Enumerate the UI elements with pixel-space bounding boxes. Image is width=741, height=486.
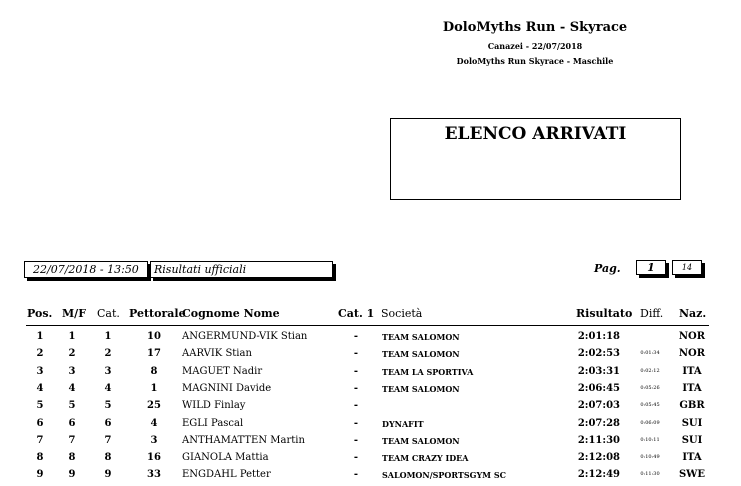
- cell-mf: 5: [68, 400, 76, 412]
- cell-cat: 2: [104, 348, 112, 360]
- cell-nat: SUI: [681, 434, 703, 446]
- col-header-name: Cognome Nome: [182, 307, 280, 320]
- cell-pos: 4: [36, 382, 44, 394]
- status-box: Risultati ufficiali: [150, 261, 333, 278]
- header-divider: [26, 325, 709, 326]
- cell-diff: 0:10:11: [640, 436, 660, 443]
- cell-nat: NOR: [678, 331, 706, 342]
- cell-team: SALOMON/SPORTSGYM SC: [382, 470, 506, 481]
- cell-time: 2:11:30: [577, 434, 620, 446]
- cell-time: 2:12:49: [577, 469, 620, 481]
- table-row: [0, 452, 741, 469]
- col-header-team: Società: [381, 307, 423, 320]
- page-total: 14: [672, 260, 702, 275]
- cell-cat: 4: [104, 382, 112, 394]
- cell-cat1: -: [353, 417, 359, 429]
- table-row: [0, 366, 741, 383]
- cell-cat1: -: [353, 331, 359, 342]
- cell-nat: ITA: [682, 452, 702, 464]
- col-header-time: Risultato: [576, 307, 633, 320]
- cell-bib: 3: [150, 434, 158, 446]
- page-label: Pag.: [594, 262, 621, 275]
- cell-nat: ITA: [682, 382, 702, 394]
- cell-nat: ITA: [682, 365, 702, 377]
- cell-cat1: -: [353, 348, 359, 360]
- cell-name: MAGUET Nadir: [182, 365, 263, 377]
- cell-team: TEAM SALOMON: [382, 435, 460, 446]
- cell-cat: 7: [104, 434, 112, 446]
- cell-diff: 0:05:26: [640, 384, 660, 391]
- cell-diff: 0:11:30: [640, 471, 660, 478]
- cell-time: 2:01:18: [577, 331, 620, 342]
- cell-pos: 9: [36, 469, 44, 481]
- cell-mf: 6: [68, 417, 76, 429]
- table-row: [0, 469, 741, 486]
- col-header-diff: Diff.: [640, 307, 664, 320]
- cell-cat1: -: [353, 452, 359, 464]
- cell-mf: 3: [68, 365, 76, 377]
- cell-cat1: -: [353, 469, 359, 481]
- cell-bib: 1: [150, 382, 158, 394]
- cell-cat: 5: [104, 400, 112, 412]
- cell-pos: 5: [36, 400, 44, 412]
- cell-team: TEAM LA SPORTIVA: [382, 366, 474, 377]
- col-header-nat: Naz.: [679, 307, 707, 320]
- table-row: [0, 435, 741, 452]
- cell-cat1: -: [353, 365, 359, 377]
- cell-bib: 25: [147, 400, 161, 412]
- cell-time: 2:06:45: [577, 382, 620, 394]
- cell-time: 2:03:31: [577, 365, 620, 377]
- cell-cat: 6: [104, 417, 112, 429]
- cell-name: ANGERMUND-VIK Stian: [182, 331, 308, 342]
- cell-bib: 16: [147, 452, 161, 464]
- cell-name: WILD Finlay: [182, 400, 246, 412]
- cell-team: TEAM SALOMON: [382, 383, 460, 394]
- col-header-mf: M/F: [62, 307, 87, 320]
- cell-cat: 8: [104, 452, 112, 464]
- cell-name: AARVIK Stian: [182, 348, 252, 360]
- table-row: [0, 331, 741, 348]
- cell-nat: SWE: [678, 469, 706, 481]
- cell-cat1: -: [353, 434, 359, 446]
- cell-time: 2:07:28: [577, 417, 620, 429]
- cell-pos: 6: [36, 417, 44, 429]
- cell-pos: 7: [36, 434, 44, 446]
- report-title-box: [390, 118, 681, 200]
- cell-diff: 0:05:45: [640, 402, 660, 409]
- cell-name: EGLI Pascal: [182, 417, 244, 429]
- cell-cat: 3: [104, 365, 112, 377]
- cell-bib: 4: [150, 417, 158, 429]
- cell-diff: 0:01:34: [640, 350, 660, 357]
- cell-mf: 4: [68, 382, 76, 394]
- event-title: DoloMyths Run - Skyrace: [442, 20, 628, 35]
- cell-pos: 2: [36, 348, 44, 360]
- page-current: 1: [636, 260, 666, 275]
- cell-mf: 8: [68, 452, 76, 464]
- col-header-bib: Pettorale: [129, 307, 186, 320]
- cell-name: MAGNINI Davide: [182, 382, 272, 394]
- cell-bib: 33: [147, 469, 161, 481]
- cell-team: TEAM SALOMON: [382, 332, 460, 342]
- cell-mf: 9: [68, 469, 76, 481]
- report-title: ELENCO ARRIVATI: [444, 124, 627, 144]
- cell-nat: NOR: [678, 348, 706, 360]
- table-row: [0, 418, 741, 435]
- cell-time: 2:12:08: [577, 452, 620, 464]
- cell-time: 2:07:03: [577, 400, 620, 412]
- cell-pos: 8: [36, 452, 44, 464]
- col-header-cat1: Cat. 1: [338, 307, 375, 320]
- cell-name: GIANOLA Mattia: [182, 452, 269, 464]
- cell-cat1: -: [353, 400, 359, 412]
- cell-name: ANTHAMATTEN Martin: [182, 434, 305, 446]
- table-row: [0, 383, 741, 400]
- cell-nat: GBR: [679, 400, 705, 412]
- cell-bib: 8: [150, 365, 158, 377]
- table-row: [0, 348, 741, 365]
- cell-team: TEAM SALOMON: [382, 349, 460, 360]
- cell-diff: 0:10:49: [640, 454, 660, 461]
- cell-mf: 2: [68, 348, 76, 360]
- cell-cat1: -: [353, 382, 359, 394]
- cell-bib: 17: [147, 348, 161, 360]
- event-category: DoloMyths Run Skyrace - Maschile: [456, 56, 614, 66]
- cell-time: 2:02:53: [577, 348, 620, 360]
- event-subtitle: Canazei - 22/07/2018: [487, 41, 583, 51]
- cell-nat: SUI: [681, 417, 703, 429]
- col-header-cat: Cat.: [97, 307, 120, 320]
- cell-diff: 0:02:12: [640, 367, 660, 374]
- cell-diff: 0:06:09: [640, 419, 660, 426]
- cell-pos: 1: [36, 331, 44, 342]
- datetime-box: 22/07/2018 - 13:50: [24, 261, 148, 278]
- cell-bib: 10: [147, 331, 161, 342]
- cell-mf: 7: [68, 434, 76, 446]
- col-header-pos: Pos.: [27, 307, 53, 320]
- cell-team: DYNAFIT: [382, 418, 424, 429]
- cell-cat: 9: [104, 469, 112, 481]
- cell-cat: 1: [104, 331, 112, 342]
- cell-mf: 1: [68, 331, 76, 342]
- table-row: [0, 400, 741, 417]
- cell-name: ENGDAHL Petter: [182, 469, 271, 481]
- cell-pos: 3: [36, 365, 44, 377]
- cell-team: TEAM CRAZY IDEA: [382, 453, 469, 464]
